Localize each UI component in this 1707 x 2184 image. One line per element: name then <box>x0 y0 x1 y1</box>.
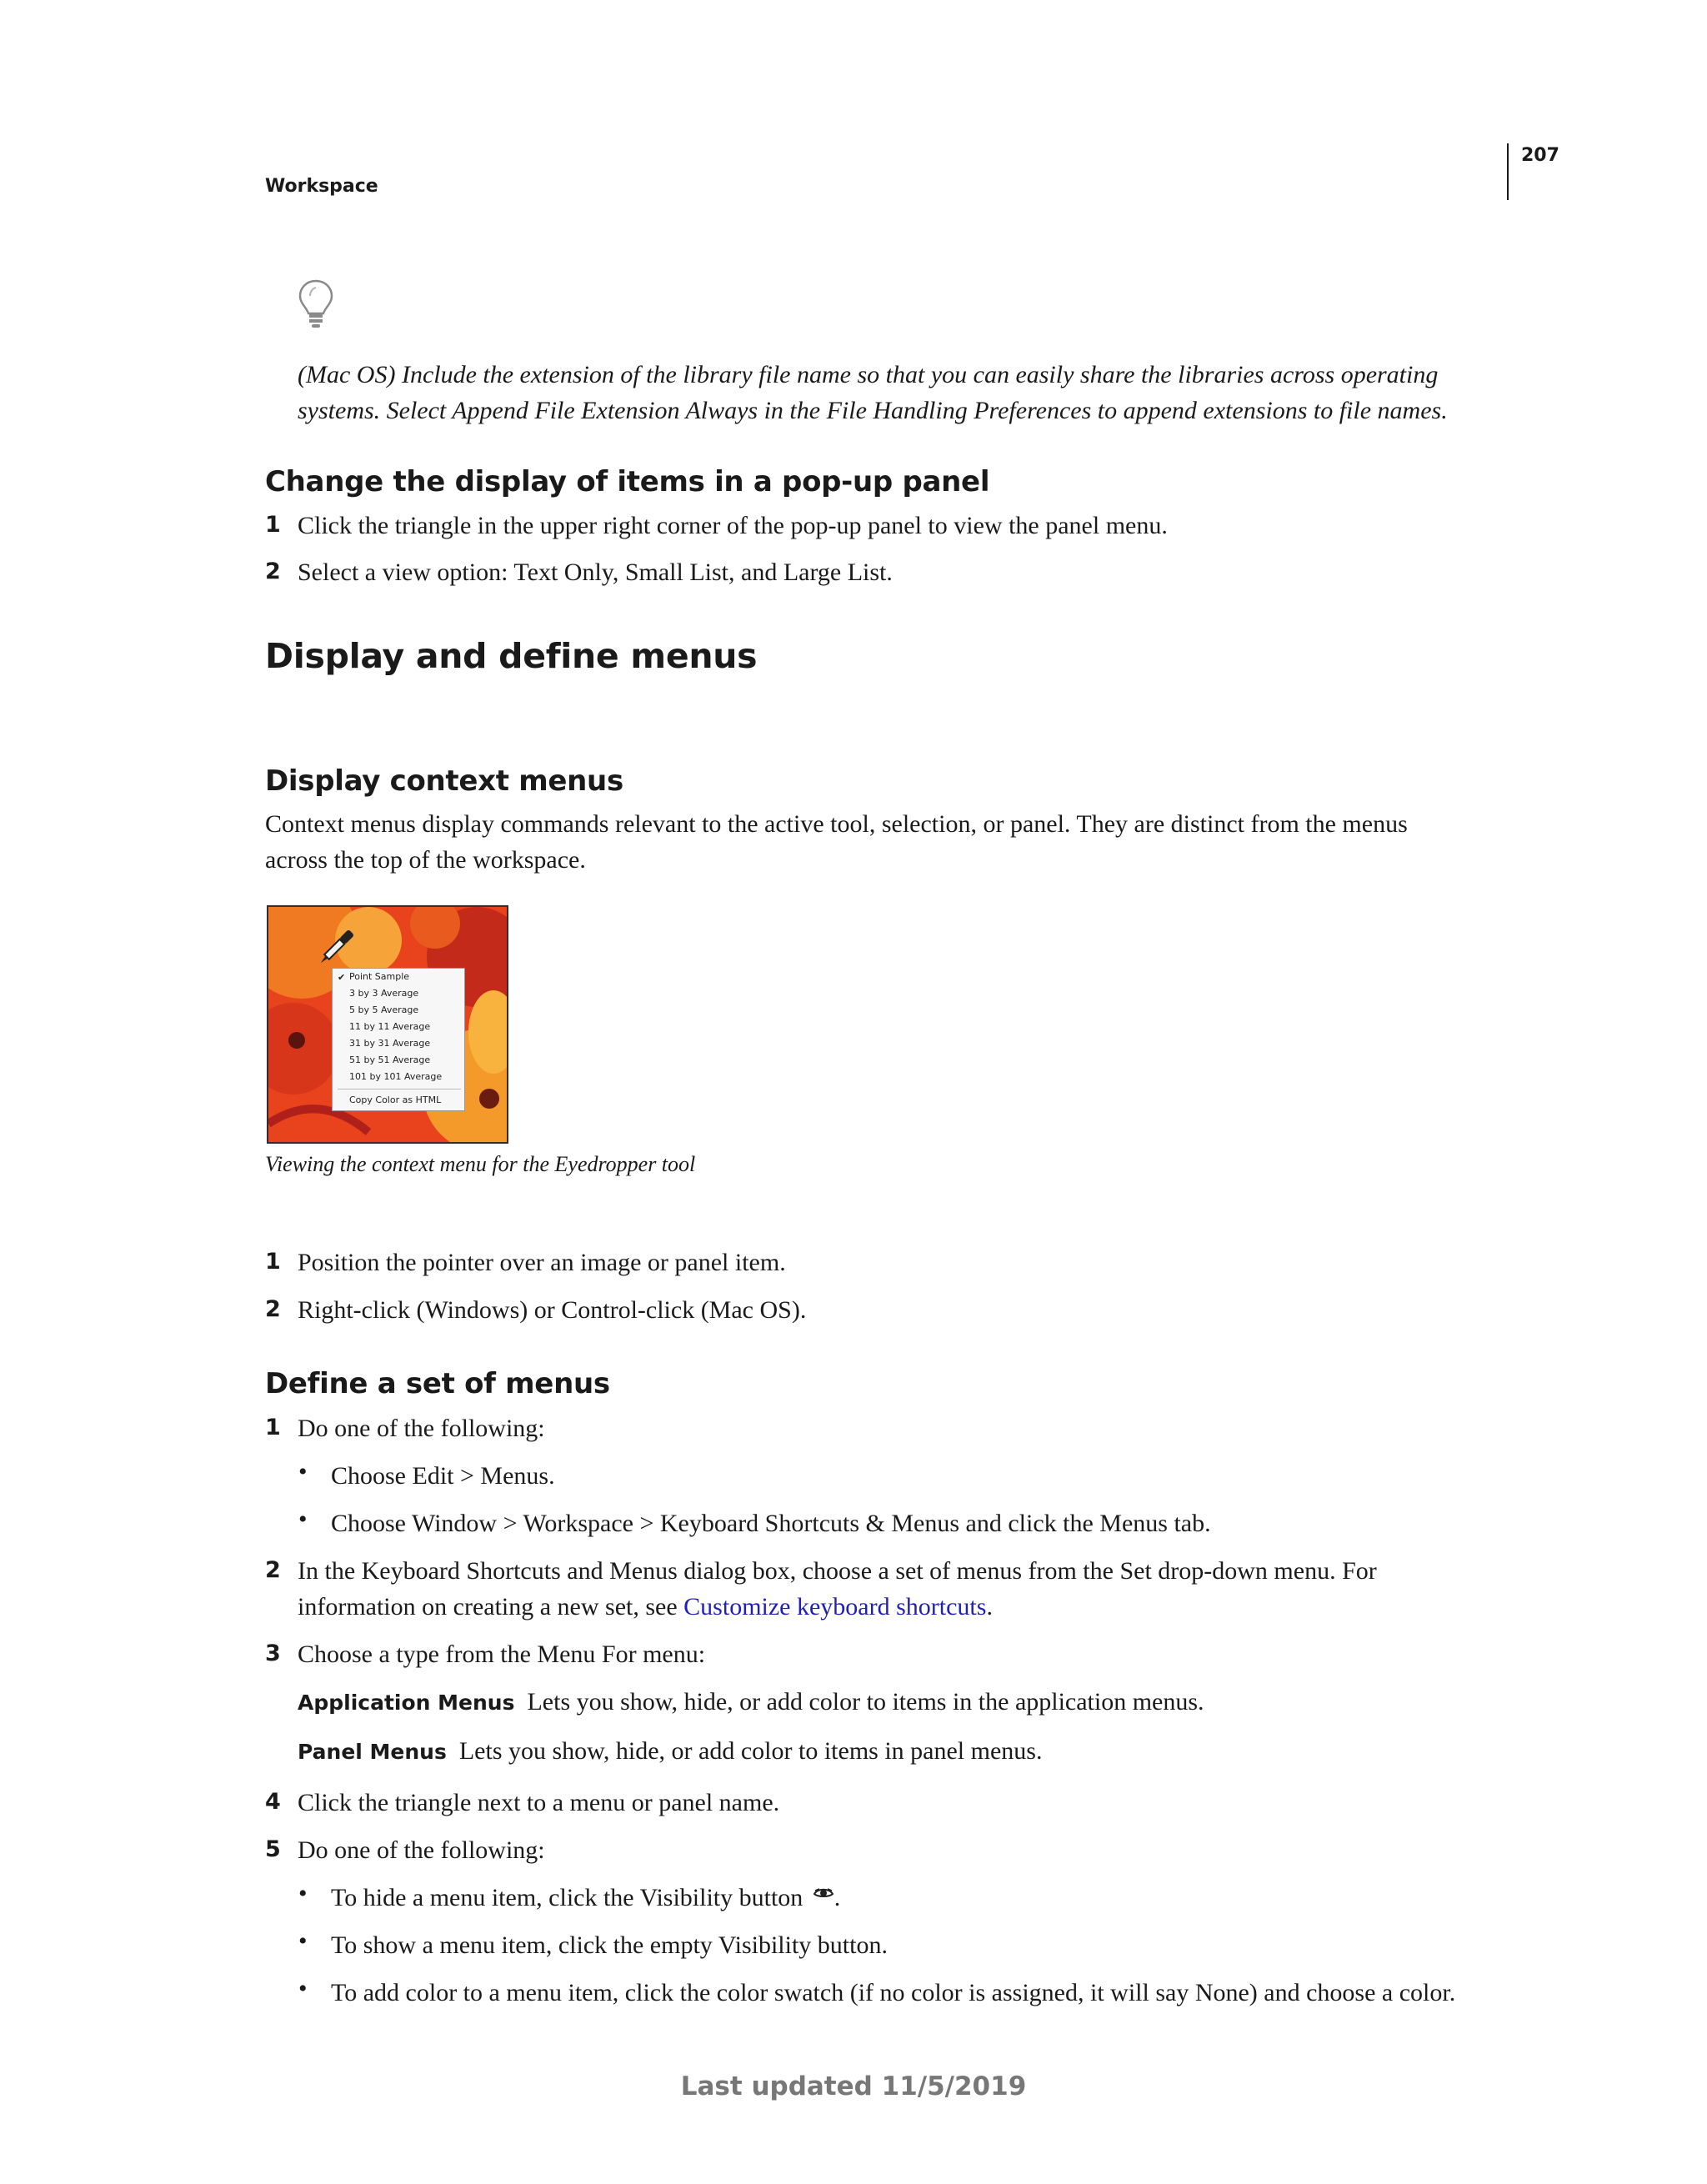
context-menu-item: 101 by 101 Average <box>349 1071 443 1082</box>
context-menu <box>332 968 465 1111</box>
context-menu-item: 31 by 31 Average <box>349 1038 431 1049</box>
context-menu-item: 3 by 3 Average <box>349 988 419 999</box>
tip-line-2: systems. Select Append File Extension Always in the File Handling Preferences to append extensions to file names. <box>298 397 1448 424</box>
context-menu-item: 5 by 5 Average <box>349 1004 419 1015</box>
step-text: Position the pointer over an image or panel item. <box>298 1249 786 1276</box>
definition-term: Panel Menus <box>298 1740 447 1764</box>
step-text: Click the triangle in the upper right corner of the pop-up panel to view the panel menu. <box>298 512 1168 539</box>
context-intro-line-2: across the top of the workspace. <box>265 846 586 874</box>
step-2-line-1: In the Keyboard Shortcuts and Menus dialog box, choose a set of menus from the Set drop-down menu. For <box>298 1557 1377 1585</box>
bullet: • <box>298 1505 308 1533</box>
step-text: Do one of the following: <box>298 1836 545 1864</box>
step-text: Right-click (Windows) or Control-click (Mac OS). <box>298 1296 807 1324</box>
step-text <box>298 1553 1377 1625</box>
definition-panel-menus <box>298 1733 1042 1770</box>
heading-display-define-menus: Display and define menus <box>265 636 758 676</box>
tip-text <box>298 357 1481 428</box>
eyedropper-context-menu-figure <box>267 905 508 1144</box>
bullet: • <box>298 1880 308 1907</box>
step-number: 3 <box>265 1641 281 1666</box>
step-number: 1 <box>265 1415 281 1440</box>
definition-application-menus <box>298 1684 1204 1721</box>
step-number: 2 <box>265 1557 281 1583</box>
context-menu-item: Point Sample <box>349 971 410 982</box>
step-number: 1 <box>265 1249 281 1275</box>
bullet-text: Choose Edit > Menus. <box>331 1462 555 1490</box>
definition-desc: Lets you show, hide, or add color to items in panel menus. <box>458 1737 1043 1765</box>
bullet-text: To add color to a menu item, click the color swatch (if no color is assigned, it will say None) and choose a color. <box>331 1979 1456 2006</box>
definition-desc: Lets you show, hide, or add color to items in the application menus. <box>527 1688 1204 1716</box>
step-2-line-2-prefix: information on creating a new set, see <box>298 1593 684 1620</box>
bullet: • <box>298 1458 308 1485</box>
context-menu-item: Copy Color as HTML <box>349 1095 442 1105</box>
section-title: Workspace <box>265 176 378 197</box>
step-number: 4 <box>265 1789 281 1815</box>
checkmark-icon: ✔ <box>338 972 346 983</box>
bullet-text: To show a menu item, click the empty Visibility button. <box>331 1931 888 1959</box>
bullet-text-main: To hide a menu item, click the Visibility button <box>331 1884 803 1911</box>
heading-popup-panel: Change the display of items in a pop-up panel <box>265 465 990 498</box>
bullet: • <box>298 1975 308 2002</box>
step-text: Choose a type from the Menu For menu: <box>298 1641 706 1668</box>
step-text: Do one of the following: <box>298 1415 545 1442</box>
lightbulb-icon <box>298 278 334 330</box>
definition-term: Application Menus <box>298 1691 515 1715</box>
step-text: Click the triangle next to a menu or panel name. <box>298 1789 780 1816</box>
step-2-line-2 <box>298 1589 1377 1625</box>
page-number: 207 <box>1521 145 1559 166</box>
heading-context-menus: Display context menus <box>265 764 623 798</box>
tip-line-1: (Mac OS) Include the extension of the library file name so that you can easily share the libraries across operating <box>298 361 1439 388</box>
bullet: • <box>298 1927 308 1955</box>
eye-icon <box>813 1886 834 1902</box>
step-number: 5 <box>265 1836 281 1862</box>
bullet-text: Choose Window > Workspace > Keyboard Shortcuts & Menus and click the Menus tab. <box>331 1510 1211 1537</box>
footer-last-updated: Last updated 11/5/2019 <box>680 2071 1027 2101</box>
figure-caption: Viewing the context menu for the Eyedropper tool <box>265 1152 696 1176</box>
bullet-text <box>331 1880 840 1916</box>
step-number: 2 <box>265 559 281 584</box>
customize-shortcuts-link[interactable]: Customize keyboard shortcuts <box>683 1593 987 1620</box>
context-menu-item: 51 by 51 Average <box>349 1054 431 1065</box>
step-2-line-2-suffix: . <box>986 1593 993 1620</box>
context-intro-line-1: Context menus display commands relevant to the active tool, selection, or panel. They are distinct from the menus <box>265 810 1408 838</box>
heading-define-set-of-menus: Define a set of menus <box>265 1367 610 1400</box>
context-menu-item: 11 by 11 Average <box>349 1021 431 1032</box>
bullet-text-suffix: . <box>833 1884 841 1911</box>
header-rule <box>1507 143 1509 200</box>
step-text: Select a view option: Text Only, Small List, and Large List. <box>298 559 893 586</box>
step-number: 1 <box>265 512 281 538</box>
step-number: 2 <box>265 1296 281 1322</box>
